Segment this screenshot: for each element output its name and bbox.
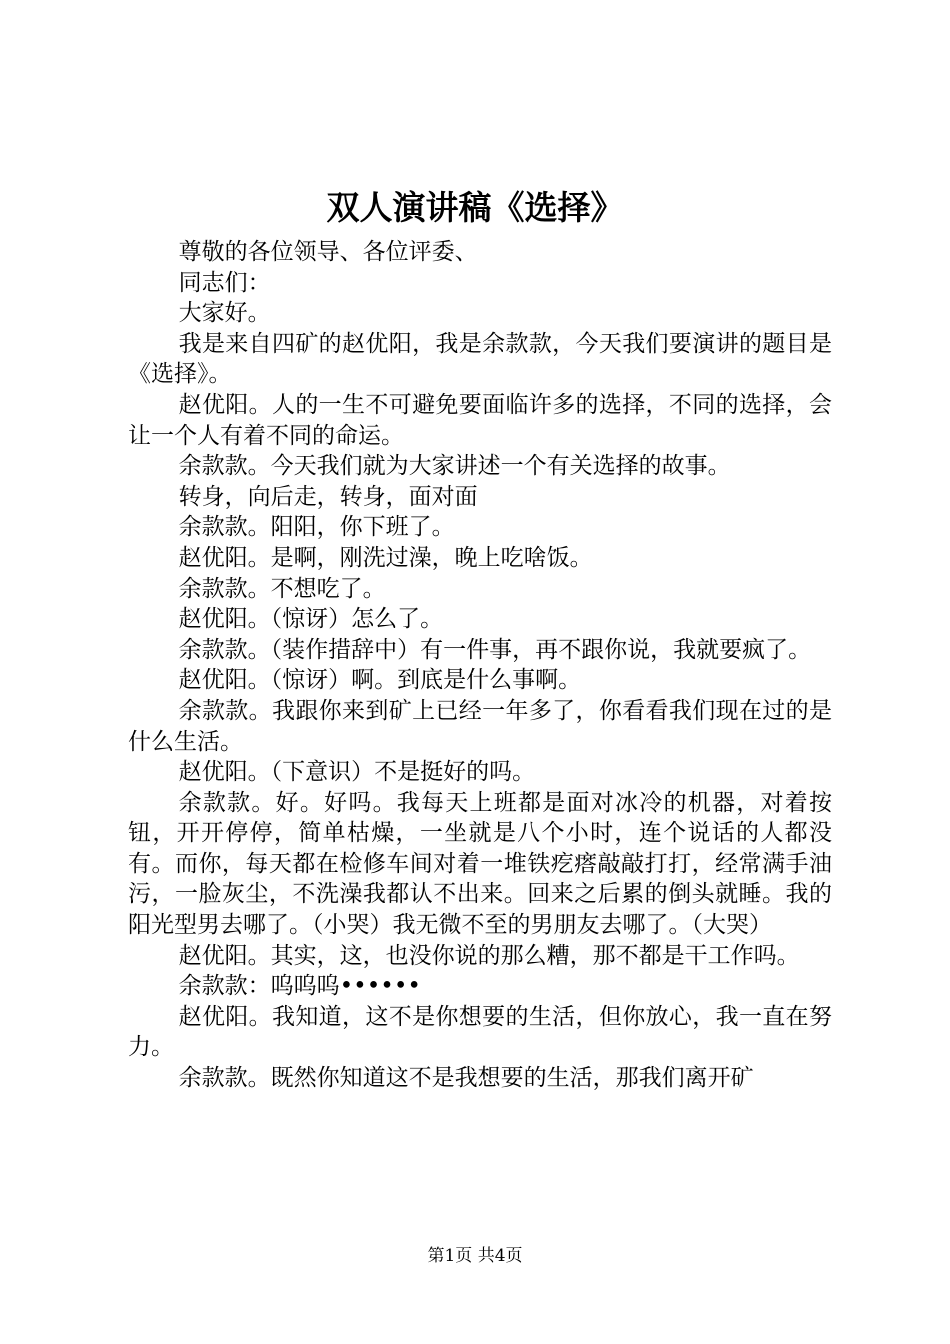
- paragraph: 余款款。我跟你来到矿上已经一年多了，你看看我们现在过的是什么生活。: [128, 697, 832, 755]
- paragraph: 余款款。（装作措辞中）有一件事，再不跟你说，我就要疯了。: [178, 636, 812, 663]
- paragraph: 赵优阳。（下意识）不是挺好的吗。: [178, 759, 536, 786]
- page-footer: 第1页 共4页: [427, 1246, 523, 1266]
- paragraph: 赵优阳。其实，这，也没你说的那么糟，那不都是干工作吗。: [178, 942, 800, 969]
- paragraph: 大家好。: [178, 300, 271, 327]
- document-body: [128, 237, 832, 1094]
- paragraph: 赵优阳。人的一生不可避免要面临许多的选择，不同的选择，会让一个人有着不同的命运。: [128, 391, 832, 449]
- paragraph: 余款款。今天我们就为大家讲述一个有关选择的故事。: [178, 453, 731, 480]
- paragraph: 赵优阳。（惊讶）啊。到底是什么事啊。: [178, 667, 582, 694]
- paragraph: 转身，向后走，转身，面对面: [178, 483, 478, 510]
- paragraph: 赵优阳。是啊，刚洗过澡，晚上吃啥饭。: [178, 544, 593, 571]
- paragraph: 余款款。不想吃了。: [178, 575, 386, 602]
- paragraph: 同志们：: [178, 269, 271, 296]
- paragraph: 余款款。既然你知道这不是我想要的生活，那我们离开矿: [178, 1065, 754, 1092]
- paragraph: 余款款：呜呜呜••••••: [178, 973, 421, 1000]
- paragraph: 余款款。阳阳，你下班了。: [178, 514, 455, 541]
- paragraph: 余款款。好。好吗。我每天上班都是面对冰冷的机器，对着按钮，开开停停，简单枯燥，一坐就是八个小时，连个说话的人都没有。而你，每天都在检修车间对着一堆铁疙瘩敲敲打打，经常满手油污，一脸灰尘，不洗澡我都认不出来。回来之后累的倒头就睡。我的阳光型男去哪了。（小哭）我无微不至的男朋友去哪了。（大哭）: [128, 789, 832, 939]
- document-title: 双人演讲稿《选择》: [326, 188, 624, 227]
- paragraph: 赵优阳。（惊讶）怎么了。: [178, 606, 444, 633]
- paragraph: 我是来自四矿的赵优阳，我是余款款，今天我们要演讲的题目是《选择》。: [128, 330, 832, 388]
- paragraph: 赵优阳。我知道，这不是你想要的生活，但你放心，我一直在努力。: [128, 1003, 832, 1061]
- paragraph: 尊敬的各位领导、各位评委、: [178, 239, 478, 265]
